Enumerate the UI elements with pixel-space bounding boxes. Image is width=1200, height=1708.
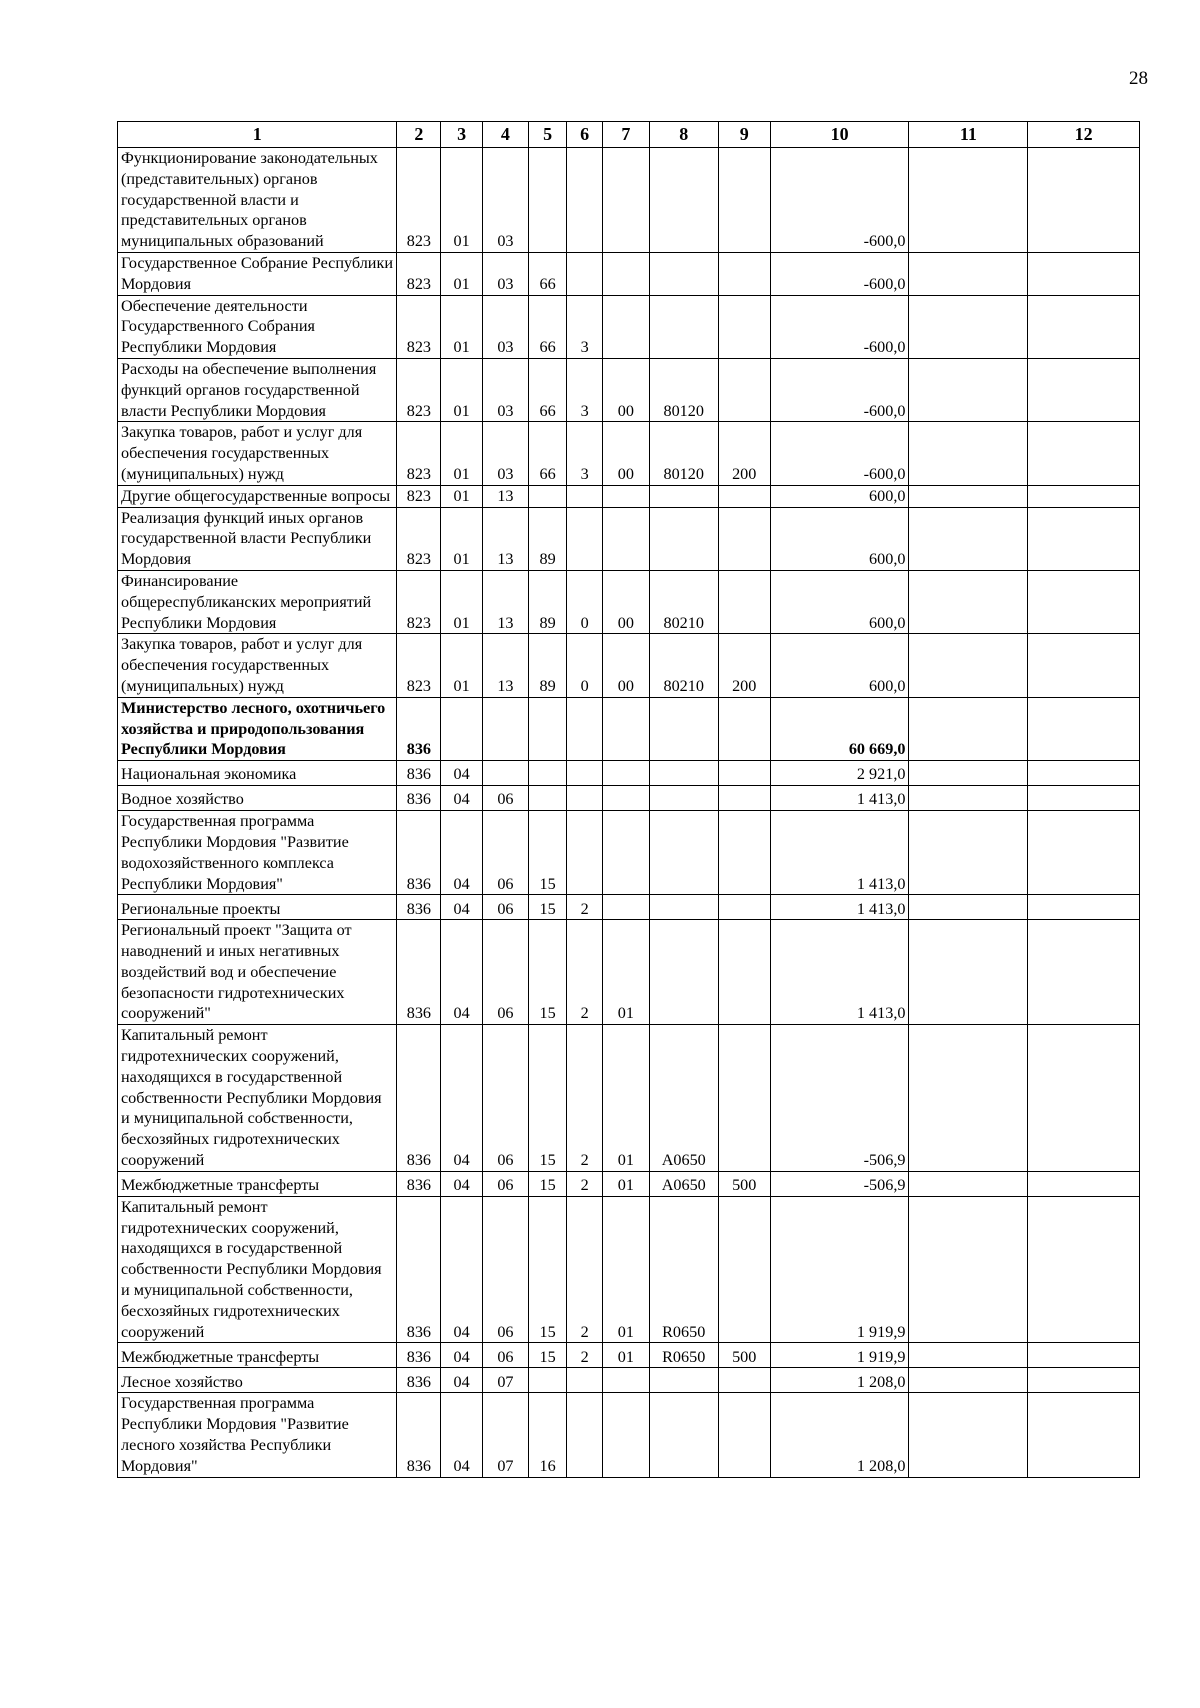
column-12 [1028,634,1140,697]
direction-code: 80210 [649,570,718,633]
event-code: 00 [602,358,649,421]
expense-type-code [718,148,770,253]
table-row [118,1196,1140,1343]
subsection-code: 03 [482,422,528,485]
amount: 1 919,9 [770,1343,909,1368]
column-11 [909,1368,1028,1393]
column-header: 2 [397,122,441,148]
budget-table [117,121,1140,1478]
direction-code: 80120 [649,358,718,421]
event-code: 00 [602,634,649,697]
section-code: 01 [441,485,483,507]
kvsr-code: 836 [397,1393,441,1477]
subprogram-code: 2 [567,1196,602,1343]
event-code [602,252,649,295]
event-code [602,895,649,920]
kvsr-code: 836 [397,920,441,1025]
column-12 [1028,1343,1140,1368]
table-row [118,920,1140,1025]
direction-code: A0650 [649,1025,718,1172]
column-11 [909,1393,1028,1477]
amount: 1 413,0 [770,811,909,895]
program-code [528,697,567,760]
event-code [602,295,649,358]
event-code: 01 [602,1343,649,1368]
subsection-code: 03 [482,148,528,253]
subprogram-code [567,507,602,570]
column-11 [909,1196,1028,1343]
subprogram-code [567,485,602,507]
section-code: 04 [441,895,483,920]
amount: 1 413,0 [770,895,909,920]
column-12 [1028,1196,1140,1343]
subsection-code: 13 [482,570,528,633]
subprogram-code [567,1368,602,1393]
event-code: 00 [602,570,649,633]
amount: 600,0 [770,485,909,507]
subsection-code [482,761,528,786]
column-11 [909,358,1028,421]
direction-code: R0650 [649,1196,718,1343]
program-code: 89 [528,507,567,570]
kvsr-code: 836 [397,1343,441,1368]
kvsr-code: 823 [397,634,441,697]
program-code: 15 [528,895,567,920]
column-11 [909,811,1028,895]
page-number: 28 [1129,68,1148,89]
section-code: 01 [441,507,483,570]
direction-code: 80210 [649,634,718,697]
amount: -600,0 [770,252,909,295]
amount: 1 413,0 [770,786,909,811]
table-row [118,786,1140,811]
kvsr-code: 823 [397,485,441,507]
program-code [528,761,567,786]
section-code: 01 [441,148,483,253]
subprogram-code: 0 [567,570,602,633]
expense-type-code [718,1393,770,1477]
column-12 [1028,485,1140,507]
subprogram-code [567,786,602,811]
expense-type-code [718,786,770,811]
section-code: 04 [441,1025,483,1172]
subsection-code: 06 [482,1025,528,1172]
section-code: 04 [441,1171,483,1196]
event-code: 01 [602,920,649,1025]
column-12 [1028,697,1140,760]
amount: 1 413,0 [770,920,909,1025]
amount: -600,0 [770,295,909,358]
expense-type-code [718,295,770,358]
column-11 [909,485,1028,507]
row-name: Водное хозяйство [118,786,397,811]
column-11 [909,1025,1028,1172]
amount: -600,0 [770,358,909,421]
section-code: 04 [441,920,483,1025]
column-12 [1028,422,1140,485]
column-11 [909,697,1028,760]
subsection-code: 06 [482,920,528,1025]
section-code: 04 [441,1368,483,1393]
subsection-code [482,697,528,760]
amount: 1 208,0 [770,1393,909,1477]
direction-code [649,895,718,920]
direction-code [649,485,718,507]
amount: 1 919,9 [770,1196,909,1343]
expense-type-code: 500 [718,1343,770,1368]
column-header: 6 [567,122,602,148]
event-code [602,761,649,786]
amount: 600,0 [770,570,909,633]
column-header: 4 [482,122,528,148]
program-code: 15 [528,1343,567,1368]
expense-type-code [718,920,770,1025]
kvsr-code: 823 [397,358,441,421]
program-code: 15 [528,811,567,895]
table-row [118,634,1140,697]
subprogram-code: 2 [567,920,602,1025]
table-row [118,148,1140,253]
section-code: 04 [441,761,483,786]
subsection-code: 13 [482,507,528,570]
subprogram-code [567,697,602,760]
column-11 [909,895,1028,920]
program-code: 66 [528,422,567,485]
column-header: 12 [1028,122,1140,148]
subprogram-code: 0 [567,634,602,697]
kvsr-code: 823 [397,422,441,485]
table-row [118,1343,1140,1368]
program-code [528,148,567,253]
program-code: 66 [528,295,567,358]
event-code [602,786,649,811]
kvsr-code: 823 [397,507,441,570]
column-11 [909,252,1028,295]
subprogram-code: 2 [567,1343,602,1368]
program-code: 66 [528,358,567,421]
expense-type-code [718,358,770,421]
subsection-code: 06 [482,811,528,895]
column-11 [909,1343,1028,1368]
subsection-code: 06 [482,1171,528,1196]
event-code [602,1368,649,1393]
section-code: 01 [441,570,483,633]
direction-code [649,507,718,570]
subsection-code: 06 [482,1196,528,1343]
kvsr-code: 836 [397,697,441,760]
row-name: Закупка товаров, работ и услуг для обеспечения государственных (муниципальных) нужд [118,634,397,697]
row-name: Министерство лесного, охотничьего хозяйства и природопользования Республики Мордовия [118,697,397,760]
subprogram-code [567,1393,602,1477]
expense-type-code: 200 [718,634,770,697]
amount: 600,0 [770,507,909,570]
column-11 [909,1171,1028,1196]
column-12 [1028,507,1140,570]
column-header: 11 [909,122,1028,148]
event-code [602,485,649,507]
row-name: Функционирование законодательных (представительных) органов государственной власти и представительных органов муниципальных образований [118,148,397,253]
subsection-code: 06 [482,786,528,811]
table-row [118,1171,1140,1196]
event-code [602,507,649,570]
kvsr-code: 836 [397,1196,441,1343]
direction-code: R0650 [649,1343,718,1368]
program-code [528,1368,567,1393]
direction-code [649,761,718,786]
row-name: Реализация функций иных органов государственной власти Республики Мордовия [118,507,397,570]
amount: -600,0 [770,422,909,485]
row-name: Региональный проект "Защита от наводнений и иных негативных воздействий вод и обеспечение безопасности гидротехнических сооружений" [118,920,397,1025]
subsection-code: 03 [482,295,528,358]
table-row [118,761,1140,786]
direction-code [649,1393,718,1477]
expense-type-code: 200 [718,422,770,485]
program-code: 15 [528,1171,567,1196]
column-11 [909,786,1028,811]
program-code [528,485,567,507]
column-11 [909,507,1028,570]
column-11 [909,148,1028,253]
table-row [118,507,1140,570]
event-code [602,697,649,760]
program-code: 16 [528,1393,567,1477]
column-header: 3 [441,122,483,148]
column-header: 10 [770,122,909,148]
amount: 2 921,0 [770,761,909,786]
column-12 [1028,1171,1140,1196]
table-row [118,811,1140,895]
kvsr-code: 836 [397,895,441,920]
table-row [118,1368,1140,1393]
section-code: 04 [441,1196,483,1343]
direction-code [649,697,718,760]
kvsr-code: 836 [397,761,441,786]
expense-type-code [718,811,770,895]
kvsr-code: 823 [397,252,441,295]
program-code: 15 [528,1025,567,1172]
section-code: 01 [441,252,483,295]
row-name: Расходы на обеспечение выполнения функций органов государственной власти Республики Мордовия [118,358,397,421]
column-12 [1028,1368,1140,1393]
amount: 1 208,0 [770,1368,909,1393]
row-name: Национальная экономика [118,761,397,786]
section-code [441,697,483,760]
table-row [118,485,1140,507]
program-code: 15 [528,920,567,1025]
amount: 600,0 [770,634,909,697]
section-code: 04 [441,786,483,811]
column-11 [909,634,1028,697]
column-11 [909,570,1028,633]
row-name: Капитальный ремонт гидротехнических сооружений, находящихся в государственной собственности Республики Мордовия и муниципальной собственности, бесхозяйных гидротехнических сооружений [118,1025,397,1172]
column-header: 5 [528,122,567,148]
direction-code [649,1368,718,1393]
subprogram-code: 2 [567,895,602,920]
column-header: 7 [602,122,649,148]
column-12 [1028,252,1140,295]
section-code: 01 [441,634,483,697]
subprogram-code: 3 [567,422,602,485]
column-12 [1028,1025,1140,1172]
row-name: Финансирование общереспубликанских мероприятий Республики Мордовия [118,570,397,633]
expense-type-code [718,895,770,920]
subprogram-code: 2 [567,1025,602,1172]
direction-code [649,295,718,358]
expense-type-code [718,1196,770,1343]
expense-type-code [718,697,770,760]
direction-code [649,786,718,811]
subsection-code: 07 [482,1393,528,1477]
row-name: Государственная программа Республики Мордовия "Развитие водохозяйственного комплекса Республики Мордовия" [118,811,397,895]
subsection-code: 06 [482,1343,528,1368]
table-row [118,358,1140,421]
table-row [118,1025,1140,1172]
expense-type-code: 500 [718,1171,770,1196]
column-12 [1028,895,1140,920]
subprogram-code [567,148,602,253]
event-code [602,811,649,895]
column-12 [1028,786,1140,811]
event-code: 01 [602,1171,649,1196]
expense-type-code [718,507,770,570]
column-12 [1028,1393,1140,1477]
program-code: 89 [528,570,567,633]
column-12 [1028,811,1140,895]
direction-code [649,920,718,1025]
amount: 60 669,0 [770,697,909,760]
kvsr-code: 836 [397,811,441,895]
subsection-code: 03 [482,252,528,295]
direction-code [649,148,718,253]
amount: -600,0 [770,148,909,253]
amount: -506,9 [770,1171,909,1196]
direction-code [649,811,718,895]
row-name: Межбюджетные трансферты [118,1343,397,1368]
expense-type-code [718,1025,770,1172]
kvsr-code: 823 [397,570,441,633]
program-code [528,786,567,811]
kvsr-code: 836 [397,1171,441,1196]
column-12 [1028,761,1140,786]
direction-code: 80120 [649,422,718,485]
kvsr-code: 823 [397,295,441,358]
subsection-code: 06 [482,895,528,920]
subprogram-code [567,761,602,786]
subprogram-code: 2 [567,1171,602,1196]
row-name: Лесное хозяйство [118,1368,397,1393]
table-row [118,1393,1140,1477]
row-name: Межбюджетные трансферты [118,1171,397,1196]
event-code [602,1393,649,1477]
program-code: 89 [528,634,567,697]
section-code: 04 [441,811,483,895]
table-row [118,295,1140,358]
table-row [118,895,1140,920]
kvsr-code: 836 [397,1025,441,1172]
subsection-code: 07 [482,1368,528,1393]
event-code: 01 [602,1025,649,1172]
table-header-row [118,122,1140,148]
expense-type-code [718,485,770,507]
event-code: 01 [602,1196,649,1343]
section-code: 04 [441,1343,483,1368]
kvsr-code: 823 [397,148,441,253]
column-11 [909,920,1028,1025]
column-12 [1028,295,1140,358]
column-11 [909,295,1028,358]
row-name: Государственное Собрание Республики Мордовия [118,252,397,295]
event-code: 00 [602,422,649,485]
table-row [118,422,1140,485]
program-code: 15 [528,1196,567,1343]
column-12 [1028,148,1140,253]
subprogram-code [567,811,602,895]
subsection-code: 03 [482,358,528,421]
expense-type-code [718,761,770,786]
subsection-code: 13 [482,485,528,507]
kvsr-code: 836 [397,1368,441,1393]
column-11 [909,422,1028,485]
section-code: 01 [441,422,483,485]
row-name: Капитальный ремонт гидротехнических сооружений, находящихся в государственной собственности Республики Мордовия и муниципальной собственности, бесхозяйных гидротехнических сооружений [118,1196,397,1343]
column-header: 1 [118,122,397,148]
subprogram-code [567,252,602,295]
program-code: 66 [528,252,567,295]
table-row [118,697,1140,760]
amount: -506,9 [770,1025,909,1172]
expense-type-code [718,570,770,633]
row-name: Другие общегосударственные вопросы [118,485,397,507]
table-row [118,570,1140,633]
direction-code: A0650 [649,1171,718,1196]
column-header: 8 [649,122,718,148]
section-code: 04 [441,1393,483,1477]
row-name: Государственная программа Республики Мордовия "Развитие лесного хозяйства Республики Мордовия" [118,1393,397,1477]
kvsr-code: 836 [397,786,441,811]
expense-type-code [718,1368,770,1393]
row-name: Региональные проекты [118,895,397,920]
event-code [602,148,649,253]
section-code: 01 [441,358,483,421]
column-12 [1028,570,1140,633]
column-12 [1028,358,1140,421]
section-code: 01 [441,295,483,358]
row-name: Закупка товаров, работ и услуг для обеспечения государственных (муниципальных) нужд [118,422,397,485]
column-12 [1028,920,1140,1025]
row-name: Обеспечение деятельности Государственного Собрания Республики Мордовия [118,295,397,358]
column-11 [909,761,1028,786]
column-header: 9 [718,122,770,148]
subprogram-code: 3 [567,358,602,421]
subprogram-code: 3 [567,295,602,358]
expense-type-code [718,252,770,295]
direction-code [649,252,718,295]
subsection-code: 13 [482,634,528,697]
table-row [118,252,1140,295]
